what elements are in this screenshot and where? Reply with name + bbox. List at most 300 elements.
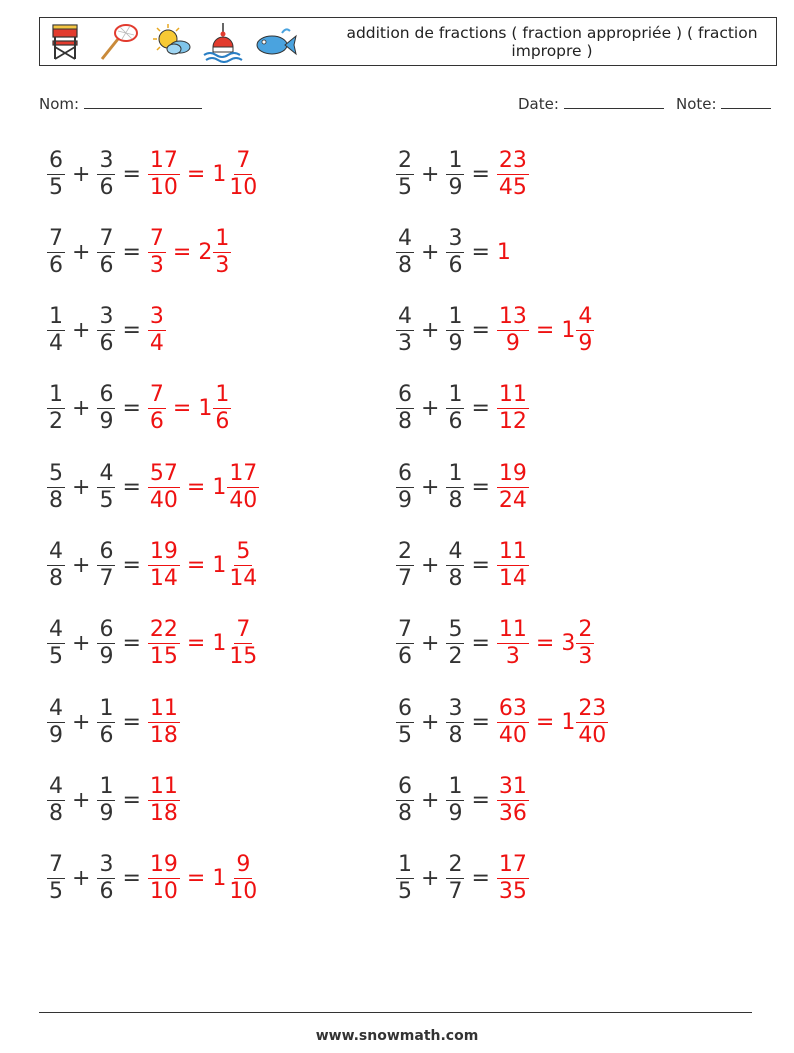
butterfly-net-icon [96,21,142,63]
plus-sign: + [421,318,440,344]
denominator: 9 [398,487,412,513]
plus-sign: + [72,396,91,422]
mixed-whole: 2 [198,239,213,265]
numerator: 6 [398,382,412,408]
plus-sign: + [421,709,440,735]
denominator: 40 [498,722,527,748]
addend-fraction [446,226,464,279]
denominator: 40 [149,487,178,513]
plus-sign: + [421,787,440,813]
answer-fraction [497,539,529,592]
problem-item [396,298,594,364]
equals-sign: = [471,318,490,344]
denominator: 2 [49,409,63,435]
denominator: 8 [448,487,463,513]
answer-fraction [148,304,166,357]
denominator: 6 [99,174,114,200]
numerator: 22 [149,617,178,643]
denominator: 6 [149,409,164,435]
numerator: 1 [398,852,412,878]
date-label: Date: [518,95,559,113]
addend-fraction [47,461,65,514]
equals-sign: = [535,709,555,735]
answer-fraction [148,617,180,670]
denominator: 6 [99,722,114,748]
problem-item [47,611,259,677]
equals-sign: = [471,787,490,813]
equals-sign: = [122,866,141,892]
numerator: 57 [149,460,178,486]
denominator: 7 [398,566,412,591]
name-label: Nom: [39,95,80,113]
equals-sign: = [122,396,141,422]
denominator: 40 [229,487,258,513]
addend-fraction [396,539,414,592]
plus-sign: + [72,553,91,578]
plus-sign: + [421,239,440,265]
denominator: 14 [149,566,178,591]
denominator: 5 [49,879,63,905]
denominator: 7 [448,879,463,905]
denominator: 5 [49,174,63,200]
header-box [39,17,777,66]
equals-sign: = [471,396,490,422]
denominator: 3 [149,252,164,278]
numerator: 3 [448,225,463,251]
denominator: 3 [215,252,230,278]
denominator: 12 [498,409,527,435]
answer-fraction [497,696,529,749]
addend-fraction [396,617,414,670]
numerator: 1 [49,304,63,330]
footer-url: www.snowmath.com [315,1028,479,1044]
denominator: 9 [505,331,520,357]
denominator: 36 [498,800,527,826]
equals-sign: = [535,318,555,344]
plus-sign: + [72,318,91,344]
numerator: 1 [448,304,463,330]
numerator: 6 [99,382,114,408]
addend-fraction [47,226,65,279]
plus-sign: + [421,866,440,892]
problem-item [47,767,180,833]
equals-sign: = [471,709,490,735]
denominator: 10 [229,174,258,200]
addend-fraction [47,774,65,827]
denominator: 6 [99,879,114,905]
numerator: 3 [149,304,164,330]
denominator: 8 [448,566,463,591]
mixed-whole: 1 [212,161,227,187]
numerator: 1 [448,382,463,408]
numerator: 63 [498,695,527,721]
icon-strip [44,21,298,63]
problem-item [47,454,259,520]
equals-sign: = [186,866,206,892]
numerator: 7 [398,617,412,643]
equals-sign: = [471,866,490,892]
equals-sign: = [471,239,490,265]
numerator: 19 [149,539,178,564]
addend-fraction [97,617,115,670]
denominator: 10 [149,879,178,905]
mixed-fraction [227,461,259,514]
equals-sign: = [122,239,141,265]
problem-item [396,767,529,833]
numerator: 17 [498,852,527,878]
denominator: 3 [505,644,520,670]
numerator: 4 [49,617,63,643]
mixed-fraction [576,617,594,670]
denominator: 18 [149,800,178,826]
denominator: 6 [398,644,412,670]
denominator: 4 [149,331,164,357]
numerator: 5 [448,617,463,643]
numerator: 6 [398,460,412,486]
addend-fraction [396,461,414,514]
equals-sign: = [471,631,490,657]
problem-item [47,298,166,364]
addend-fraction [446,774,464,827]
denominator: 9 [448,800,463,826]
addend-fraction [97,696,115,749]
numerator: 1 [215,382,230,408]
answer-fraction [497,304,529,357]
plus-sign: + [72,161,91,187]
equals-sign: = [172,239,192,265]
denominator: 2 [448,644,463,670]
numerator: 11 [149,695,178,721]
numerator: 2 [398,147,412,173]
footer-divider [39,1012,752,1013]
numerator: 5 [49,460,63,486]
denominator: 40 [578,722,607,748]
denominator: 6 [215,409,230,435]
addend-fraction [396,304,414,357]
numerator: 3 [99,147,114,173]
numerator: 2 [448,852,463,878]
answer-fraction [497,617,529,670]
equals-sign: = [186,631,206,657]
numerator: 3 [99,852,114,878]
answer-fraction [148,539,180,592]
plus-sign: + [72,709,91,735]
denominator: 5 [398,722,412,748]
numerator: 11 [498,539,527,564]
answer-fraction [497,148,529,201]
denominator: 9 [448,174,463,200]
addend-fraction [97,539,115,592]
denominator: 5 [99,487,114,513]
numerator: 4 [49,539,63,564]
addend-fraction [97,148,115,201]
equals-sign: = [186,161,206,187]
mixed-fraction [227,539,259,592]
addend-fraction [446,461,464,514]
denominator: 14 [498,566,527,591]
note-field [676,94,771,113]
numerator: 4 [99,460,114,486]
numerator: 17 [149,147,178,173]
denominator: 10 [229,879,258,905]
problem-item [396,376,529,442]
numerator: 3 [448,695,463,721]
addend-fraction [446,539,464,592]
answer-fraction [497,852,529,905]
addend-fraction [47,696,65,749]
mixed-fraction [213,382,231,435]
denominator: 8 [49,487,63,513]
numerator: 5 [236,539,251,564]
denominator: 6 [99,252,114,278]
numerator: 7 [49,225,63,251]
addend-fraction [97,382,115,435]
mixed-fraction [227,617,259,670]
addend-fraction [396,226,414,279]
equals-sign: = [122,161,141,187]
numerator: 11 [498,382,527,408]
numerator: 1 [448,773,463,799]
date-field [518,94,664,113]
equals-sign: = [122,318,141,344]
addend-fraction [47,539,65,592]
problem-item [47,846,259,912]
equals-sign: = [122,553,141,578]
mixed-whole: 1 [198,396,213,422]
numerator: 4 [49,695,63,721]
numerator: 13 [498,304,527,330]
numerator: 6 [99,539,114,564]
mixed-fraction [576,304,594,357]
addend-fraction [396,852,414,905]
addend-fraction [446,148,464,201]
numerator: 19 [498,460,527,486]
buoy-icon [200,21,246,63]
denominator: 9 [448,331,463,357]
problem-item [396,533,529,599]
addend-fraction [446,382,464,435]
numerator: 7 [236,147,251,173]
denominator: 9 [99,409,114,435]
plus-sign: + [72,474,91,500]
numerator: 7 [149,225,164,251]
numerator: 6 [398,773,412,799]
plus-sign: + [72,239,91,265]
numerator: 19 [149,852,178,878]
numerator: 11 [498,617,527,643]
addend-fraction [446,852,464,905]
plus-sign: + [72,866,91,892]
numerator: 7 [149,382,164,408]
mixed-fraction [227,852,259,905]
denominator: 8 [49,566,63,591]
mixed-whole: 1 [561,318,576,344]
name-field [39,94,202,113]
addend-fraction [396,148,414,201]
denominator: 8 [448,722,463,748]
denominator: 15 [149,644,178,670]
mixed-whole: 1 [561,709,576,735]
addend-fraction [97,461,115,514]
numerator: 11 [149,773,178,799]
addend-fraction [396,774,414,827]
addend-fraction [446,617,464,670]
numerator: 7 [236,617,251,643]
plus-sign: + [421,631,440,657]
addend-fraction [396,382,414,435]
numerator: 1 [448,147,463,173]
note-label: Note: [676,95,717,113]
numerator: 23 [578,695,607,721]
addend-fraction [97,304,115,357]
denominator: 15 [229,644,258,670]
sun-cloud-icon [148,21,194,63]
addend-fraction [396,696,414,749]
answer-fraction [148,852,180,905]
denominator: 6 [49,252,63,278]
equals-sign: = [122,631,141,657]
mixed-whole: 1 [212,553,227,578]
denominator: 6 [448,409,463,435]
addend-fraction [97,852,115,905]
equals-sign: = [186,553,206,578]
denominator: 6 [448,252,463,278]
addend-fraction [97,226,115,279]
problem-item [396,141,529,207]
denominator: 8 [49,800,63,826]
answer-fraction [148,148,180,201]
equals-sign: = [186,474,206,500]
answer-fraction [148,382,166,435]
equals-sign: = [471,474,490,500]
denominator: 4 [49,331,63,357]
numerator: 4 [398,225,412,251]
answer-fraction [148,461,180,514]
equals-sign: = [122,474,141,500]
denominator: 3 [578,644,593,670]
equals-sign: = [172,396,192,422]
numerator: 2 [578,617,593,643]
addend-fraction [47,304,65,357]
fish-icon [252,21,298,63]
answer-fraction [148,774,180,827]
numerator: 6 [99,617,114,643]
problem-item [396,689,608,755]
equals-sign: = [471,161,490,187]
problem-item [396,219,511,285]
denominator: 45 [498,174,527,200]
numerator: 31 [498,773,527,799]
plus-sign: + [72,787,91,813]
plus-sign: + [72,631,91,657]
numerator: 3 [99,304,114,330]
numerator: 1 [448,460,463,486]
answer-fraction [148,696,180,749]
numerator: 1 [49,382,63,408]
mixed-whole: 1 [212,474,227,500]
addend-fraction [446,696,464,749]
answer-fraction [148,226,166,279]
denominator: 10 [149,174,178,200]
mixed-whole: 1 [212,866,227,892]
problem-item [47,533,259,599]
denominator: 7 [99,566,114,591]
addend-fraction [47,148,65,201]
answer-fraction [497,382,529,435]
denominator: 9 [49,722,63,748]
worksheet-title: addition de fractions ( fraction appropriée ) ( fraction impropre ) [346,24,758,60]
numerator: 1 [99,695,114,721]
denominator: 3 [398,331,412,357]
plus-sign: + [421,396,440,422]
mixed-whole: 3 [561,631,576,657]
numerator: 4 [578,304,593,330]
denominator: 8 [398,252,412,278]
numerator: 7 [49,852,63,878]
plus-sign: + [421,553,440,578]
numerator: 6 [398,695,412,721]
denominator: 6 [99,331,114,357]
problem-item [396,611,594,677]
plus-sign: + [421,474,440,500]
addend-fraction [47,382,65,435]
denominator: 18 [149,722,178,748]
denominator: 9 [99,800,114,826]
problem-item [47,376,231,442]
mixed-fraction [227,148,259,201]
addend-fraction [97,774,115,827]
numerator: 7 [99,225,114,251]
numerator: 1 [99,773,114,799]
denominator: 5 [49,644,63,670]
answer-fraction [497,461,529,514]
numerator: 6 [49,147,63,173]
mixed-fraction [213,226,231,279]
problem-item [47,219,231,285]
numerator: 1 [215,225,230,251]
numerator: 4 [398,304,412,330]
equals-sign: = [122,709,141,735]
equals-sign: = [535,631,555,657]
numerator: 2 [398,539,412,564]
numerator: 4 [49,773,63,799]
equals-sign: = [471,553,490,578]
denominator: 8 [398,409,412,435]
denominator: 8 [398,800,412,826]
denominator: 9 [578,331,593,357]
denominator: 14 [229,566,258,591]
plus-sign: + [421,161,440,187]
denominator: 24 [498,487,527,513]
note-line[interactable] [721,94,771,109]
name-line[interactable] [84,94,202,109]
denominator: 9 [99,644,114,670]
problem-item [47,689,180,755]
denominator: 5 [398,879,412,905]
problem-item [396,846,529,912]
chair-icon [44,21,90,63]
answer-whole: 1 [496,239,511,265]
addend-fraction [446,304,464,357]
numerator: 17 [229,460,258,486]
numerator: 9 [236,852,251,878]
numerator: 23 [498,147,527,173]
addend-fraction [47,852,65,905]
problem-item [396,454,529,520]
addend-fraction [47,617,65,670]
mixed-whole: 1 [212,631,227,657]
date-line[interactable] [564,94,664,109]
